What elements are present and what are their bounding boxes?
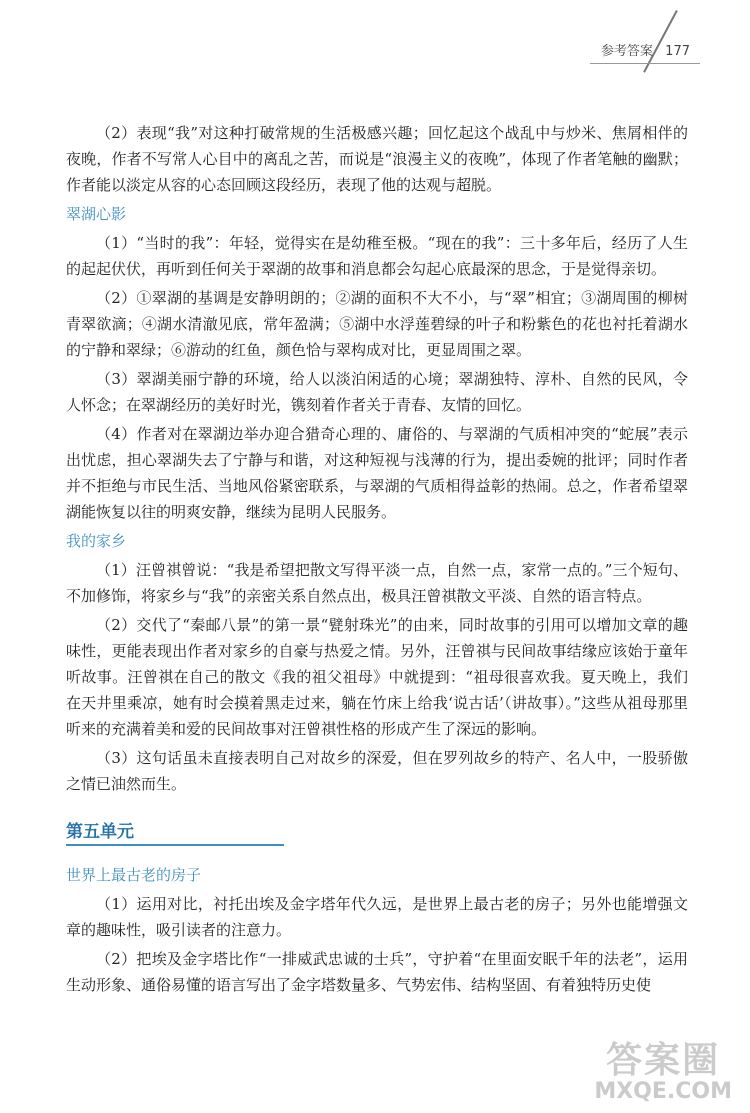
answer-paragraph: （3）这句话虽未直接表明自己对故乡的深爱，但在罗列故乡的特产、名人中，一股骄傲之情已油然而生。 [66, 749, 688, 793]
section-heading: 世界上最古老的房子 [66, 866, 202, 884]
page-number: 177 [665, 44, 690, 59]
page-content [66, 120, 688, 1001]
page-header [601, 40, 690, 59]
answer-paragraph: （2）把埃及金字塔比作“一排威武忠诚的士兵”，守护着“在里面安眠千年的法老”，运用生动形象、通俗易懂的语言写出了金字塔数量多、气势宏伟、结构坚固、有着独特历史使 [66, 950, 688, 994]
watermark-line1: 答案圈 [606, 1040, 721, 1082]
section-heading: 我的家乡 [66, 532, 127, 550]
header-title: 参考答案 [601, 44, 654, 59]
answer-paragraph: （1）“当时的我”：年轻，觉得实在是幼稚至极。“现在的我”：三十多年后，经历了人生的起起伏伏，再听到任何关于翠湖的故事和消息都会勾起心底最深的思念，于是觉得亲切。 [66, 234, 688, 278]
answer-paragraph: （1）运用对比，衬托出埃及金字塔年代久远，是世界上最古老的房子；另外也能增强文章的趣味性，吸引读者的注意力。 [66, 895, 688, 939]
watermark-logo [594, 1042, 732, 1103]
answer-paragraph: （2）表现“我”对这种打破常规的生活极感兴趣；回忆起这个战乱中与炒米、焦屑相伴的夜晚，作者不写常人心目中的离乱之苦，而说是“浪漫主义的夜晚”，体现了作者笔触的幽默；作者能以淡定从容的心态回顾这段经历，表现了他的达观与超脱。 [66, 124, 688, 194]
section-heading: 翠湖心影 [66, 205, 127, 223]
answer-paragraph: （1）汪曾祺曾说：“我是希望把散文写得平淡一点，自然一点，家常一点的。”三个短句、不加修饰，将家乡与“我”的亲密关系自然点出，极具汪曾祺散文平淡、自然的语言特点。 [66, 561, 688, 605]
watermark-line2: MXQE.COM [594, 1078, 732, 1104]
unit-title: 第五单元 [66, 817, 284, 846]
header-rule [590, 63, 700, 64]
answer-paragraph: （4）作者对在翠湖边举办迎合猎奇心理的、庸俗的、与翠湖的气质相冲突的“蛇展”表示出忧虑，担心翠湖失去了宁静与和谐，对这种短视与浅薄的行为，提出委婉的批评；同时作者并不拒绝与市民生活、当地风俗紧密联系，与翠湖的气质相得益彰的热闹。总之，作者希望翠湖能恢复以往的明爽安静，继续为昆明人民服务。 [66, 425, 688, 521]
answer-paragraph: （2）①翠湖的基调是安静明朗的；②湖的面积不大不小，与“翠”相宜；③湖周围的柳树青翠欲滴；④湖水清澈见底，常年盈满；⑤湖中水浮莲碧绿的叶子和粉紫色的花也衬托着湖水的宁静和翠绿；⑥游动的红鱼，颜色恰与翠构成对比，更显周围之翠。 [66, 289, 688, 359]
answer-paragraph: （2）交代了“秦邮八景”的第一景“甓射珠光”的由来，同时故事的引用可以增加文章的趣味性，更能表现出作者对家乡的自豪与热爱之情。另外，汪曾祺与民间故事结缘应该始于童年听故事。汪曾祺在自己的散文《我的祖父祖母》中就提到：“祖母很喜欢我。夏天晚上，我们在天井里乘凉，她有时会摸着黑走过来，躺在竹床上给我‘说古话’（讲故事）。”这些从祖母那里听来的充满着美和爱的民间故事对汪曾祺性格的形成产生了深远的影响。 [66, 616, 688, 738]
answer-paragraph: （3）翠湖美丽宁静的环境，给人以淡泊闲适的心境；翠湖独特、淳朴、自然的民风，令人怀念；在翠湖经历的美好时光，镌刻着作者关于青春、友情的回忆。 [66, 370, 688, 414]
